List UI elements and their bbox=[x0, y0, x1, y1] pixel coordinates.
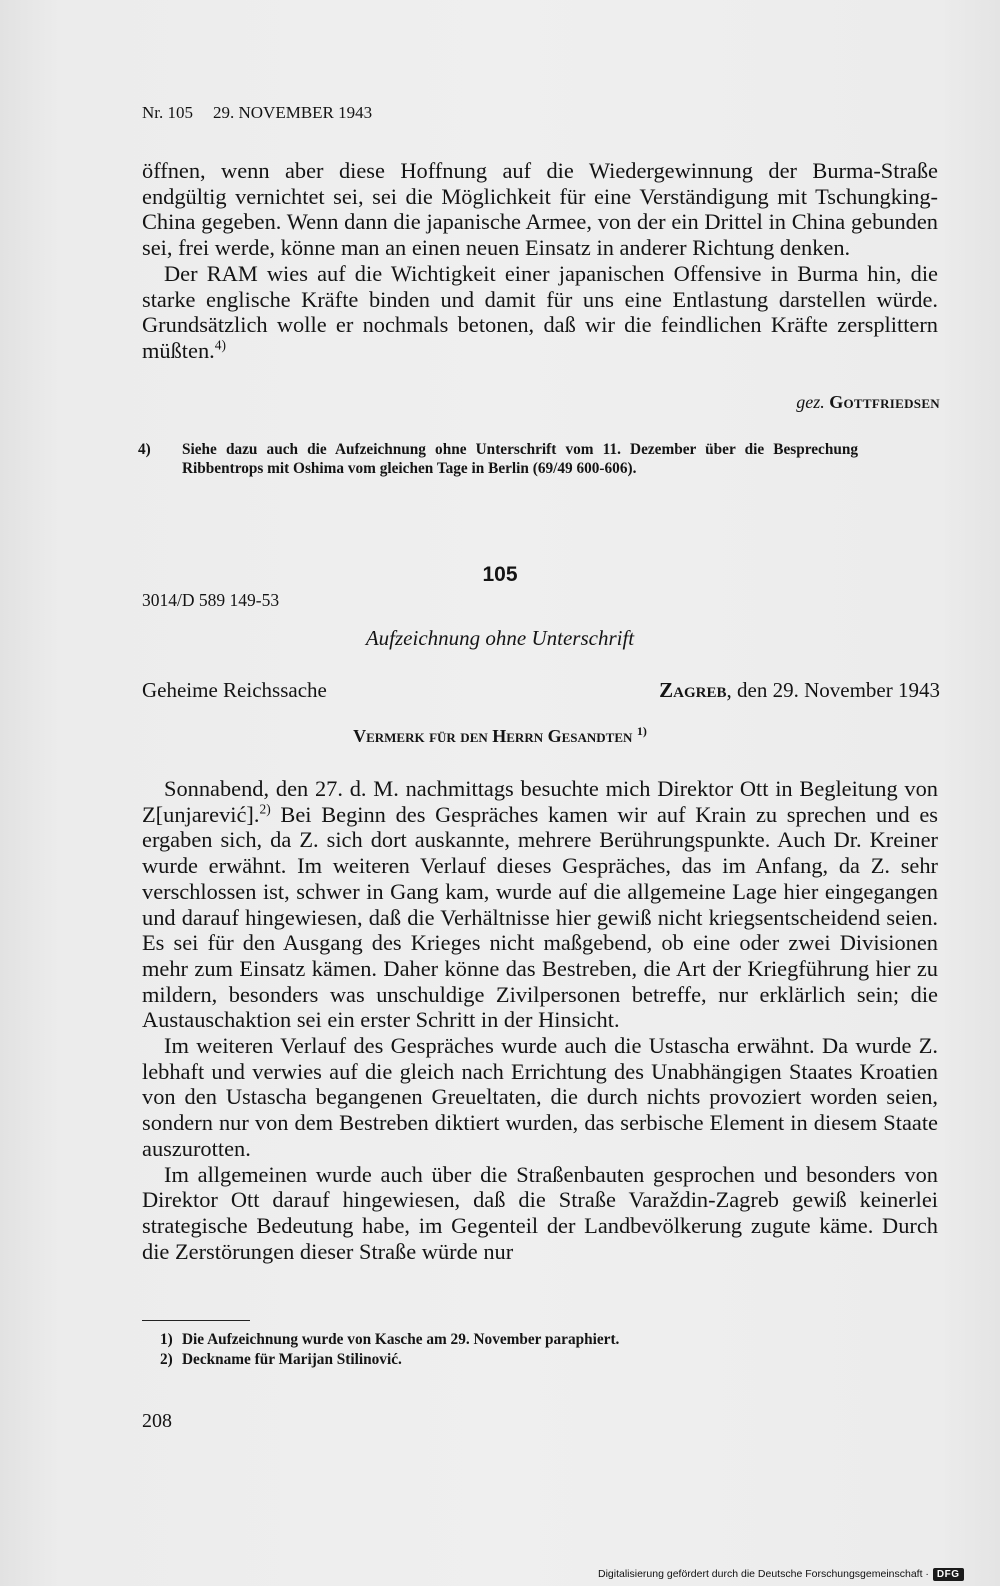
running-head bbox=[142, 103, 372, 123]
main-text-block bbox=[142, 776, 938, 1264]
footnote-2 bbox=[160, 1350, 920, 1369]
document-date: , den 29. November 1943 bbox=[726, 678, 940, 702]
footnote-4-text: Siehe dazu auch die Aufzeichnung ohne Unterschrift vom 11. Dezember über die Besprechung Ribbentrops mit Oshima vom gleichen Tage in Berlin (69/49 600-606). bbox=[182, 441, 858, 477]
classification-label: Geheime Reichssache bbox=[142, 678, 327, 702]
footnote-4-number: 4) bbox=[138, 441, 151, 458]
continued-paragraph-1: öffnen, wenn aber diese Hoffnung auf die Wiedergewinnung der Burma-Straße endgültig vernichtet sei, sei die Möglichkeit für eine Verständigung mit Tschungking-China gegeben. Wenn dann die japanische Armee, von der ein Drittel in China gebunden sei, frei werde, könne man an einen neuen Einsatz in anderer Richtung denken. bbox=[142, 158, 938, 261]
main-paragraph-3: Im allgemeinen wurde auch über die Straßenbauten gesprochen und besonders von Direktor Ott darauf hingewiesen, daß die Straße Varaždin-Zagreb gewiß keinerlei strategische Bedeutung habe, im Gegenteil der Landbevölkerung zugute käme. Durch die Zerstörungen dieser Straße würde nur bbox=[142, 1161, 938, 1264]
continued-paragraph-2 bbox=[142, 261, 938, 364]
footnote-1-number: 1) bbox=[160, 1331, 173, 1348]
document-heading: Aufzeichnung ohne Unterschrift bbox=[365, 626, 635, 650]
footnote-1 bbox=[160, 1330, 920, 1349]
document-reference: 3014/D 589 149-53 bbox=[142, 590, 280, 610]
main-paragraph-1-part-a: Sonnabend, den 27. d. M. nachmittags besuchte mich Direktor Ott in Begleitung von Z[unjarević]. bbox=[142, 776, 938, 827]
footnote-ref-4: 4) bbox=[214, 337, 226, 353]
place-date bbox=[659, 678, 940, 703]
signature-name: Gottfriedsen bbox=[829, 392, 940, 412]
digitization-credit bbox=[598, 1566, 964, 1582]
memo-title bbox=[0, 726, 1000, 747]
signature bbox=[796, 392, 940, 413]
footnote-2-text: Deckname für Marijan Stilinović. bbox=[182, 1351, 402, 1368]
footnote-ref-1: 1) bbox=[636, 724, 647, 738]
place-name: Zagreb bbox=[659, 678, 727, 702]
main-paragraph-1 bbox=[142, 776, 938, 1033]
page-number: 208 bbox=[142, 1410, 172, 1432]
main-paragraph-2: Im weiteren Verlauf des Gespräches wurde auch die Ustascha erwähnt. Da wurde Z. lebhaft und verwies auf die gleich nach Errichtung des Unabhängigen Staates Kroatien von den Ustascha begangenen Greueltaten, die durch nichts provoziert worden seien, sondern nur von dem Bestreben diktiert wurden, das serbische Element in diesem Staate auszurotten. bbox=[142, 1033, 938, 1161]
main-paragraph-1-part-b: Bei Beginn des Gespräches kamen wir auf Krain zu sprechen und es ergaben sich, da Z. sich dort auskannte, mehrere Berührungspunkte. Auch Dr. Kreiner wurde erwähnt. Im weiteren Verlauf dieses Gespräches, das im Anfang, da Z. sehr verschlossen ist, schwer in Gang kam, wurde auf die allgemeine Lage hier eingegangen und darauf hingewiesen, daß die Verhältnisse hier gewiß nicht kriegsentscheidend seien. Es sei für den Ausgang des Krieges nicht maßgebend, ob eine oder zwei Divisionen mehr zum Einsatz kämen. Daher könne das Bestreben, die Art der Kriegführung hier zu mildern, besonders was unschuldige Zivilpersonen betreffe, nur erklärlich sein; die Austauschaktion sei ein erster Schritt in der Hinsicht. bbox=[142, 801, 938, 1033]
credit-text: Digitalisierung gefördert durch die Deutsche Forschungsgemeinschaft · bbox=[598, 1568, 929, 1580]
footnote-1-text: Die Aufzeichnung wurde von Kasche am 29. November paraphiert. bbox=[182, 1331, 620, 1348]
continued-paragraph-2-text: Der RAM wies auf die Wichtigkeit einer japanischen Offensive in Burma hin, die starke englische Kräfte binden und damit für uns eine Entlastung darstellen würde. Grundsätzlich wolle er nochmals betonen, daß wir die feindlichen Kräfte zersplittern müßten. bbox=[142, 260, 938, 363]
dfg-logo-icon: DFG bbox=[933, 1568, 964, 1581]
running-head-doc-number: Nr. 105 bbox=[142, 103, 193, 122]
footnote-4 bbox=[138, 440, 858, 478]
footnote-ref-2: 2) bbox=[259, 801, 271, 817]
continued-text-block bbox=[142, 158, 938, 364]
footnote-2-number: 2) bbox=[160, 1351, 173, 1368]
footnote-divider bbox=[142, 1320, 250, 1321]
document-number: 105 bbox=[482, 563, 518, 586]
signature-prefix: gez. bbox=[796, 392, 825, 412]
running-head-date: 29. NOVEMBER 1943 bbox=[213, 103, 373, 122]
memo-title-text: Vermerk für den Herrn Gesandten bbox=[353, 726, 633, 746]
